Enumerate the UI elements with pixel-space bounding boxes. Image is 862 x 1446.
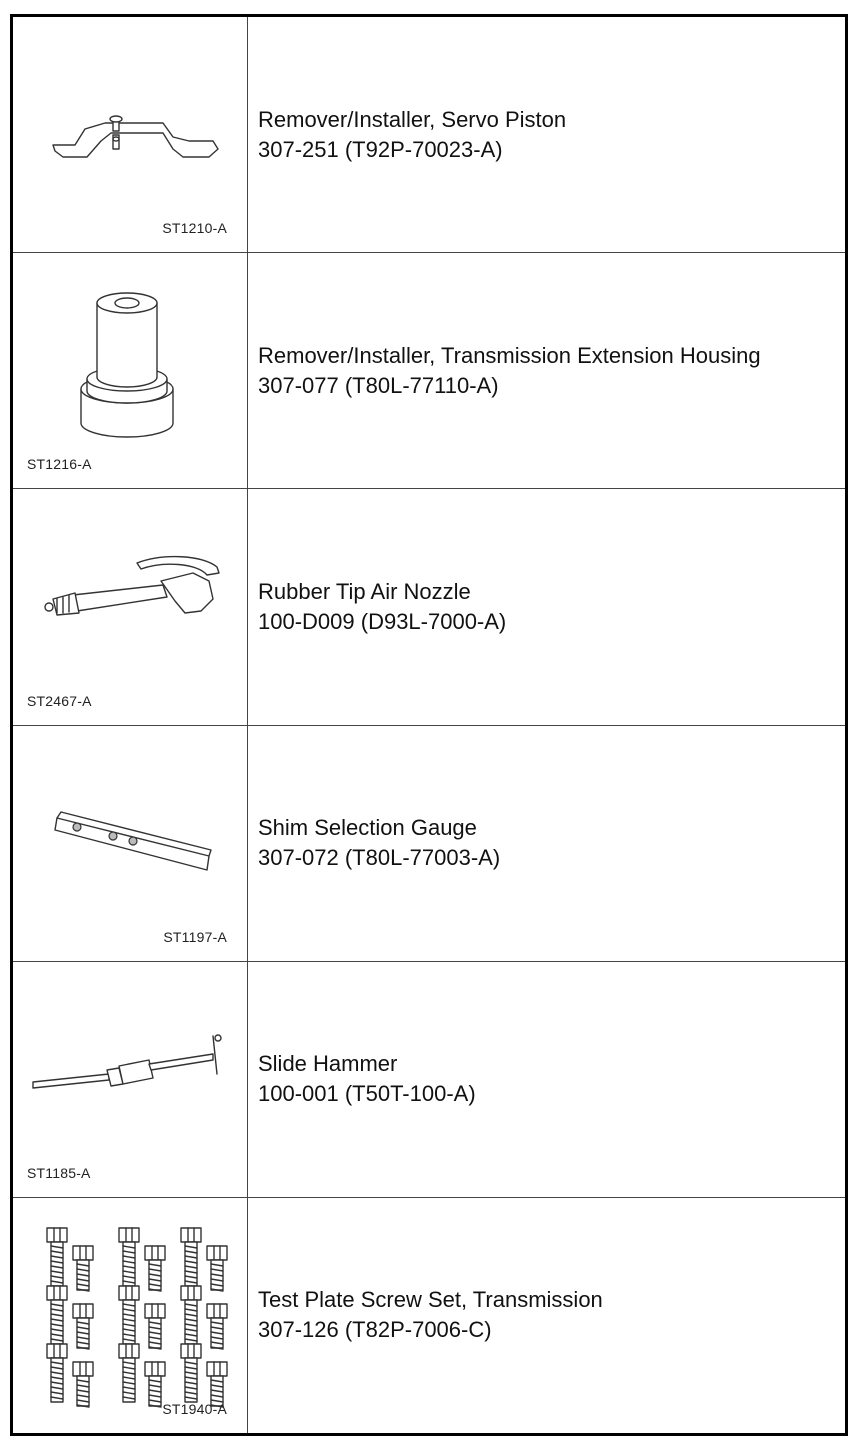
- tool-description-cell: [248, 726, 845, 961]
- tool-illustration-cell: [13, 489, 248, 724]
- tool-illustration-cell: [13, 962, 248, 1197]
- tool-part-number: 100-001 (T50T-100-A): [258, 1081, 476, 1107]
- tool-name: Remover/Installer, Servo Piston: [258, 106, 567, 132]
- tool-name: Rubber Tip Air Nozzle: [258, 578, 471, 604]
- table-row: [13, 488, 845, 724]
- tool-name: Remover/Installer, Transmission Extension Housing: [258, 342, 761, 368]
- tool-illustration-cell: [13, 17, 248, 252]
- figure-id: ST2467-A: [27, 692, 92, 709]
- tool-description-cell: [248, 1198, 845, 1433]
- figure-id: ST1210-A: [162, 220, 227, 237]
- table-row: [13, 961, 845, 1197]
- tool-part-number: 307-077 (T80L-77110-A): [258, 372, 499, 398]
- figure-id: ST1185-A: [27, 1164, 91, 1181]
- servo-piston-bracket-icon: [13, 17, 248, 252]
- shim-gauge-bar-icon: [13, 726, 248, 961]
- air-nozzle-icon: [13, 489, 248, 724]
- screw-set-icon: [13, 1198, 248, 1433]
- tool-illustration-cell: [13, 253, 248, 488]
- tool-description-cell: [248, 962, 845, 1197]
- figure-id: ST1197-A: [163, 928, 227, 945]
- tool-description-cell: [248, 489, 845, 724]
- table-row: [13, 252, 845, 488]
- tool-part-number: 307-072 (T80L-77003-A): [258, 845, 501, 871]
- tool-name: Slide Hammer: [258, 1051, 398, 1077]
- tool-description-cell: [248, 253, 845, 488]
- tool-part-number: 307-251 (T92P-70023-A): [258, 136, 503, 162]
- tool-illustration-cell: [13, 1198, 248, 1433]
- slide-hammer-icon: [13, 962, 248, 1197]
- table-row: [13, 725, 845, 961]
- tool-part-number: 307-126 (T82P-7006-C): [258, 1317, 492, 1343]
- tool-part-number: 100-D009 (D93L-7000-A): [258, 608, 507, 634]
- tool-illustration-cell: [13, 726, 248, 961]
- special-tools-table: [10, 14, 848, 1436]
- tool-description-cell: [248, 17, 845, 252]
- extension-housing-cylinder-icon: [13, 253, 248, 488]
- table-row: [13, 1197, 845, 1433]
- figure-id: ST1216-A: [27, 456, 92, 473]
- tool-name: Shim Selection Gauge: [258, 815, 477, 841]
- figure-id: ST1940-A: [162, 1401, 227, 1418]
- table-row: [13, 17, 845, 252]
- tool-name: Test Plate Screw Set, Transmission: [258, 1287, 603, 1313]
